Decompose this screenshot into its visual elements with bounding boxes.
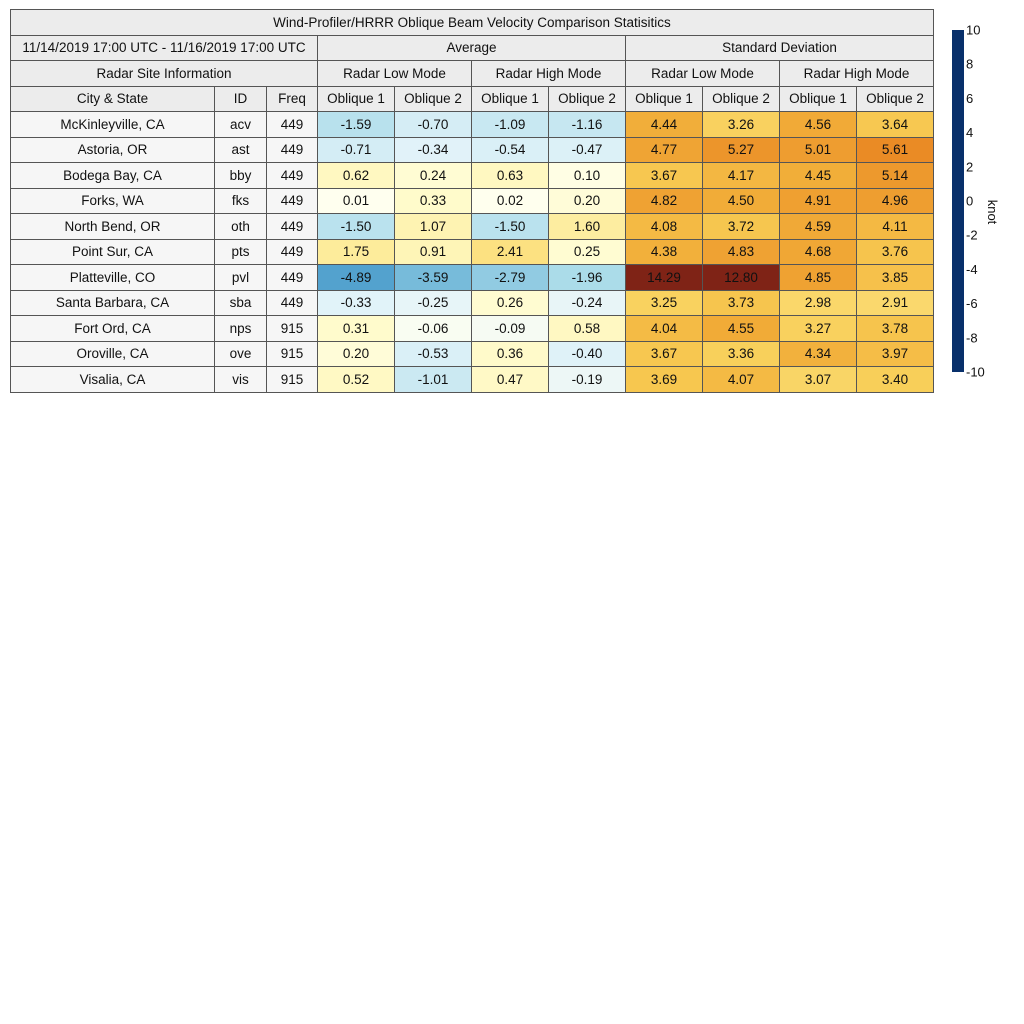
value-cell: 0.58	[549, 316, 626, 342]
column-header: Oblique 2	[395, 86, 472, 112]
table-row	[11, 316, 934, 342]
value-cell: 0.24	[395, 163, 472, 189]
table-row	[11, 137, 934, 163]
site-city: Oroville, CA	[11, 341, 215, 367]
table-row	[11, 239, 934, 265]
value-cell: 1.60	[549, 214, 626, 240]
site-id: sba	[215, 290, 267, 316]
colorbar-label: knot	[985, 199, 1000, 225]
value-cell: 4.96	[857, 188, 934, 214]
site-city: Forks, WA	[11, 188, 215, 214]
value-cell: 0.52	[318, 367, 395, 393]
site-city: McKinleyville, CA	[11, 112, 215, 138]
table-row	[11, 265, 934, 291]
table-title: Wind-Profiler/HRRR Oblique Beam Velocity Comparison Statisitics	[11, 10, 934, 36]
value-cell: -1.50	[318, 214, 395, 240]
column-header: ID	[215, 86, 267, 112]
site-freq: 449	[267, 239, 318, 265]
value-cell: 0.63	[472, 163, 549, 189]
value-cell: 0.91	[395, 239, 472, 265]
value-cell: -0.47	[549, 137, 626, 163]
value-cell: -0.53	[395, 341, 472, 367]
column-header: Oblique 1	[472, 86, 549, 112]
site-freq: 449	[267, 112, 318, 138]
value-cell: 0.31	[318, 316, 395, 342]
value-cell: -4.89	[318, 265, 395, 291]
value-cell: 4.68	[780, 239, 857, 265]
site-city: Santa Barbara, CA	[11, 290, 215, 316]
value-cell: 3.36	[703, 341, 780, 367]
value-cell: -0.09	[472, 316, 549, 342]
table-row	[11, 367, 934, 393]
mode-header: Radar Low Mode	[626, 61, 780, 87]
value-cell: 4.17	[703, 163, 780, 189]
table-row	[11, 112, 934, 138]
value-cell: 0.47	[472, 367, 549, 393]
column-header: Oblique 2	[857, 86, 934, 112]
colorbar-tick-label: 4	[966, 125, 974, 141]
colorbar	[950, 24, 1016, 384]
value-cell: 3.85	[857, 265, 934, 291]
colorbar-tick-label: -4	[966, 261, 978, 277]
value-cell: 3.67	[626, 163, 703, 189]
value-cell: 12.80	[703, 265, 780, 291]
value-cell: -1.01	[395, 367, 472, 393]
site-freq: 449	[267, 265, 318, 291]
value-cell: 4.34	[780, 341, 857, 367]
column-header: Oblique 1	[780, 86, 857, 112]
value-cell: 0.02	[472, 188, 549, 214]
value-cell: -0.54	[472, 137, 549, 163]
value-cell: 3.69	[626, 367, 703, 393]
value-cell: -1.09	[472, 112, 549, 138]
site-freq: 449	[267, 163, 318, 189]
site-id: acv	[215, 112, 267, 138]
value-cell: 0.20	[318, 341, 395, 367]
value-cell: 2.98	[780, 290, 857, 316]
column-header: City & State	[11, 86, 215, 112]
value-cell: -3.59	[395, 265, 472, 291]
site-freq: 449	[267, 214, 318, 240]
value-cell: 5.01	[780, 137, 857, 163]
colorbar-tick-label: -8	[966, 330, 978, 346]
colorbar-tick-label: -2	[966, 227, 978, 243]
value-cell: 0.10	[549, 163, 626, 189]
value-cell: 1.75	[318, 239, 395, 265]
value-cell: 4.77	[626, 137, 703, 163]
value-cell: 2.41	[472, 239, 549, 265]
value-cell: 3.97	[857, 341, 934, 367]
value-cell: 4.91	[780, 188, 857, 214]
colorbar-tick-label: -10	[966, 364, 985, 380]
value-cell: -1.16	[549, 112, 626, 138]
colorbar-tick-label: 10	[966, 24, 981, 38]
value-cell: 4.08	[626, 214, 703, 240]
column-header: Freq	[267, 86, 318, 112]
site-id: fks	[215, 188, 267, 214]
table-row	[11, 341, 934, 367]
value-cell: 0.36	[472, 341, 549, 367]
value-cell: 0.20	[549, 188, 626, 214]
column-header: Oblique 1	[318, 86, 395, 112]
value-cell: 5.61	[857, 137, 934, 163]
value-cell: 4.55	[703, 316, 780, 342]
value-cell: 4.82	[626, 188, 703, 214]
value-cell: 0.62	[318, 163, 395, 189]
value-cell: -1.59	[318, 112, 395, 138]
site-freq: 449	[267, 137, 318, 163]
stats-table	[10, 9, 934, 393]
value-cell: -0.70	[395, 112, 472, 138]
site-city: Fort Ord, CA	[11, 316, 215, 342]
value-cell: 14.29	[626, 265, 703, 291]
value-cell: 3.76	[857, 239, 934, 265]
site-city: Astoria, OR	[11, 137, 215, 163]
value-cell: 4.85	[780, 265, 857, 291]
value-cell: 3.73	[703, 290, 780, 316]
period-label: 11/14/2019 17:00 UTC - 11/16/2019 17:00 UTC	[11, 35, 318, 61]
value-cell: 3.72	[703, 214, 780, 240]
site-info-header: Radar Site Information	[11, 61, 318, 87]
value-cell: 5.14	[857, 163, 934, 189]
value-cell: 3.64	[857, 112, 934, 138]
value-cell: 0.26	[472, 290, 549, 316]
site-freq: 915	[267, 367, 318, 393]
site-freq: 915	[267, 341, 318, 367]
column-header: Oblique 2	[549, 86, 626, 112]
site-id: pvl	[215, 265, 267, 291]
value-cell: 4.44	[626, 112, 703, 138]
colorbar-gradient	[952, 30, 964, 372]
value-cell: 4.07	[703, 367, 780, 393]
colorbar-tick-label: -6	[966, 296, 978, 312]
value-cell: -0.06	[395, 316, 472, 342]
value-cell: -2.79	[472, 265, 549, 291]
mode-header: Radar High Mode	[472, 61, 626, 87]
value-cell: 3.26	[703, 112, 780, 138]
colorbar-ticks	[966, 24, 985, 380]
value-cell: 3.07	[780, 367, 857, 393]
site-freq: 915	[267, 316, 318, 342]
site-id: pts	[215, 239, 267, 265]
site-city: North Bend, OR	[11, 214, 215, 240]
site-id: ove	[215, 341, 267, 367]
site-city: Platteville, CO	[11, 265, 215, 291]
value-cell: 1.07	[395, 214, 472, 240]
value-cell: -0.40	[549, 341, 626, 367]
site-freq: 449	[267, 188, 318, 214]
value-cell: 4.38	[626, 239, 703, 265]
value-cell: -0.25	[395, 290, 472, 316]
mode-header: Radar Low Mode	[318, 61, 472, 87]
table-row	[11, 188, 934, 214]
value-cell: 4.04	[626, 316, 703, 342]
value-cell: -0.24	[549, 290, 626, 316]
value-cell: 4.83	[703, 239, 780, 265]
value-cell: 3.25	[626, 290, 703, 316]
value-cell: 0.33	[395, 188, 472, 214]
group-header-std-dev: Standard Deviation	[626, 35, 934, 61]
table-row	[11, 214, 934, 240]
value-cell: 3.67	[626, 341, 703, 367]
value-cell: -0.33	[318, 290, 395, 316]
value-cell: -0.34	[395, 137, 472, 163]
table-row	[11, 290, 934, 316]
value-cell: 0.25	[549, 239, 626, 265]
table-row	[11, 163, 934, 189]
site-city: Visalia, CA	[11, 367, 215, 393]
value-cell: 3.40	[857, 367, 934, 393]
value-cell: 4.56	[780, 112, 857, 138]
value-cell: 0.01	[318, 188, 395, 214]
value-cell: -1.96	[549, 265, 626, 291]
table-body	[11, 112, 934, 393]
value-cell: -1.50	[472, 214, 549, 240]
group-header-average: Average	[318, 35, 626, 61]
column-header: Oblique 2	[703, 86, 780, 112]
site-id: bby	[215, 163, 267, 189]
site-city: Bodega Bay, CA	[11, 163, 215, 189]
value-cell: 4.11	[857, 214, 934, 240]
value-cell: -0.19	[549, 367, 626, 393]
site-id: ast	[215, 137, 267, 163]
colorbar-tick-label: 0	[966, 193, 974, 209]
mode-header: Radar High Mode	[780, 61, 934, 87]
value-cell: 2.91	[857, 290, 934, 316]
site-freq: 449	[267, 290, 318, 316]
value-cell: 4.50	[703, 188, 780, 214]
column-header: Oblique 1	[626, 86, 703, 112]
site-id: vis	[215, 367, 267, 393]
site-city: Point Sur, CA	[11, 239, 215, 265]
colorbar-tick-label: 6	[966, 90, 974, 106]
value-cell: 3.27	[780, 316, 857, 342]
site-id: nps	[215, 316, 267, 342]
value-cell: 4.45	[780, 163, 857, 189]
value-cell: 5.27	[703, 137, 780, 163]
value-cell: 3.78	[857, 316, 934, 342]
colorbar-tick-label: 8	[966, 56, 974, 72]
value-cell: 4.59	[780, 214, 857, 240]
value-cell: -0.71	[318, 137, 395, 163]
colorbar-tick-label: 2	[966, 159, 974, 175]
site-id: oth	[215, 214, 267, 240]
